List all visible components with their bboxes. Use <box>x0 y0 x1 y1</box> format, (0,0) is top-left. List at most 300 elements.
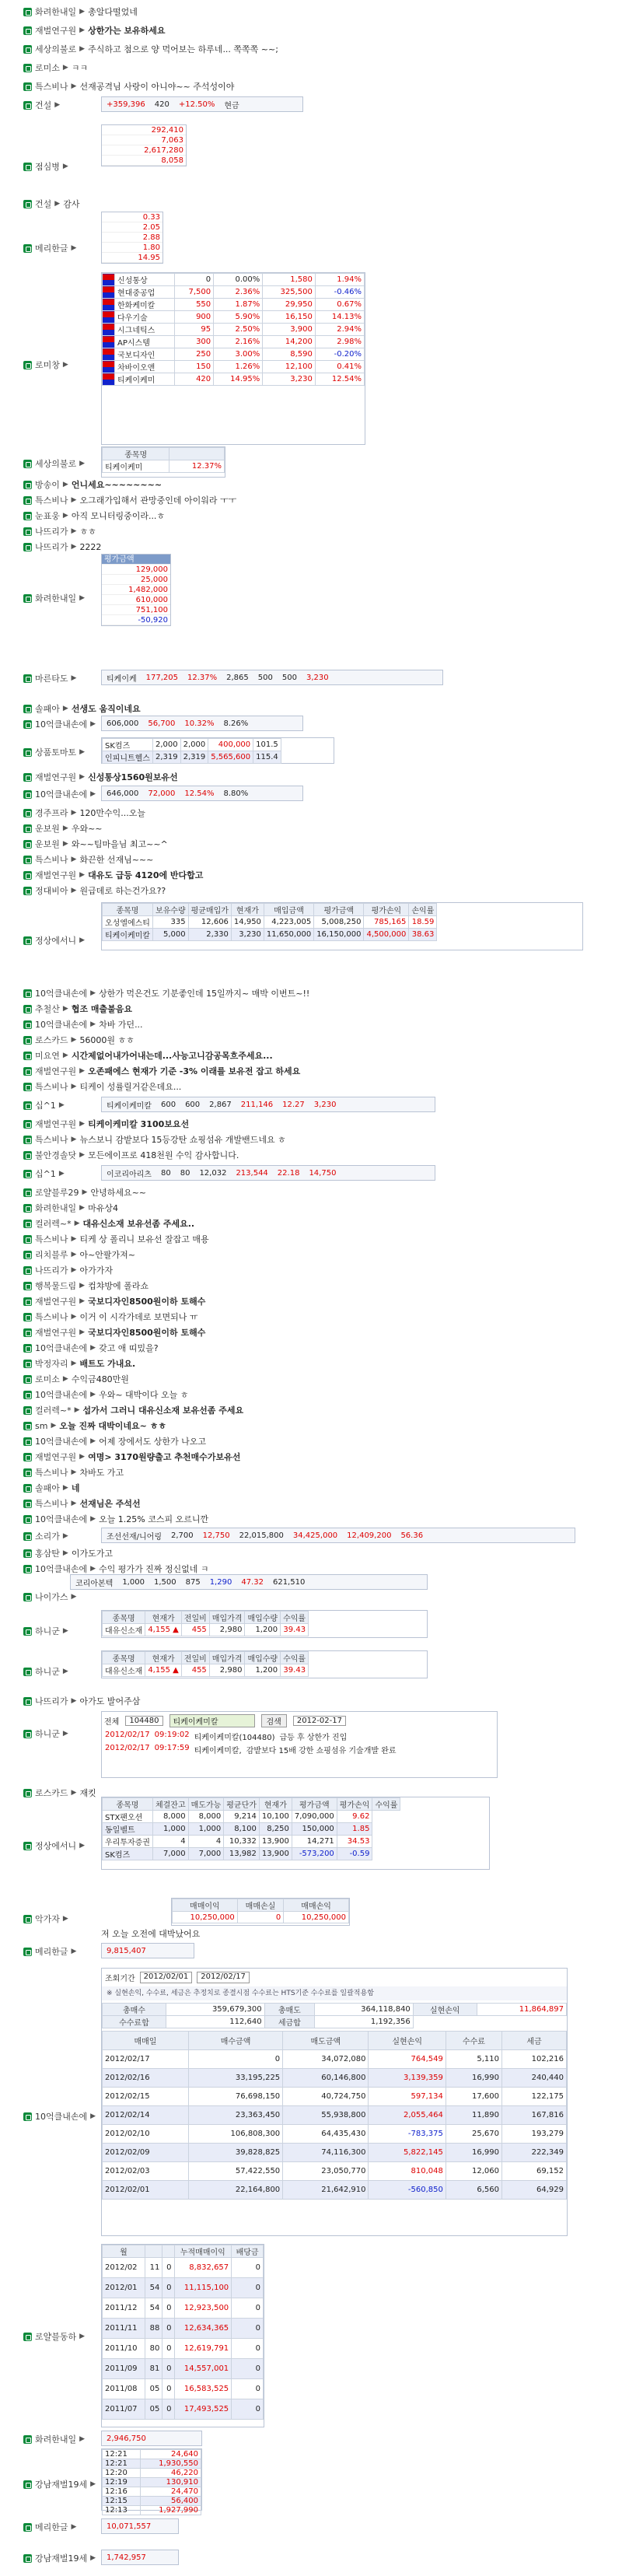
radio-all[interactable]: 전체 <box>104 1718 120 1727</box>
akga-table <box>171 1898 350 1926</box>
user-badge[interactable] <box>23 671 68 685</box>
user-name: 로스카드 <box>35 1035 68 1045</box>
user-badge[interactable] <box>23 1839 76 1853</box>
user-icon <box>23 809 32 817</box>
table-row[interactable] <box>103 929 437 941</box>
flag-icon <box>103 361 115 373</box>
bar-value: 1,742,957 <box>107 2553 146 2562</box>
table-cell: 10,250,000 <box>173 1912 238 1923</box>
user-name: 10억클내손에 <box>35 2112 88 2122</box>
arrow-icon: ▶ <box>62 512 68 520</box>
user-badge[interactable] <box>23 1434 87 1448</box>
user-badge[interactable] <box>23 1117 76 1131</box>
user-badge[interactable] <box>23 1388 87 1402</box>
table-cell: 6,560 <box>446 2181 501 2200</box>
table-cell: 222,349 <box>501 2144 566 2162</box>
chat-row <box>23 2109 99 2123</box>
user-badge[interactable] <box>23 1664 60 1678</box>
user-badge[interactable] <box>23 23 76 37</box>
flag-icon <box>103 274 115 286</box>
table-row[interactable] <box>103 2125 567 2144</box>
user-badge[interactable] <box>23 42 76 56</box>
chat-message: 오늘 1.25% 코스피 오르니깐 <box>99 1514 209 1524</box>
table-cell: 2011/10 <box>103 2339 145 2359</box>
table-row[interactable] <box>103 1848 400 1860</box>
table-row[interactable] <box>103 2278 264 2298</box>
table-cell: 785,165 <box>364 916 409 929</box>
arrow-icon: ▶ <box>71 1136 77 1143</box>
table-cell: 12,606 <box>188 916 231 929</box>
user-badge[interactable] <box>23 1624 60 1638</box>
column-header: 평가금액 <box>292 1798 337 1811</box>
news-cell: 2012/02/17 <box>105 1744 150 1752</box>
arrow-icon: ▶ <box>71 1468 77 1476</box>
user-badge[interactable] <box>23 61 60 75</box>
table-cell: 8,250 <box>259 1823 292 1836</box>
user-badge[interactable] <box>23 1529 60 1543</box>
user-icon <box>23 527 32 536</box>
table-cell: 14,271 <box>292 1836 337 1848</box>
bar-value: 621,510 <box>272 1577 306 1587</box>
table-row[interactable] <box>103 274 365 286</box>
user-icon <box>23 840 32 849</box>
nai-bar <box>70 1574 428 1590</box>
value-cell: 8,058 <box>102 156 186 166</box>
table-row[interactable] <box>103 2469 201 2478</box>
table-row[interactable] <box>103 2339 264 2359</box>
table-cell: 2,980 <box>209 1624 245 1636</box>
table-cell: 250 <box>175 348 214 361</box>
user-name: 운보원 <box>35 824 60 834</box>
table-row[interactable] <box>103 2069 567 2088</box>
user-icon <box>23 361 32 369</box>
table-cell: 10,332 <box>224 1836 260 1848</box>
user-badge[interactable] <box>23 1002 60 1016</box>
table-row[interactable] <box>103 2399 264 2420</box>
arrow-icon: ▶ <box>74 1406 80 1414</box>
table-cell: 7,090,000 <box>292 1811 337 1823</box>
bar-value: 420 <box>154 100 169 109</box>
table-cell: 5,565,600 <box>208 751 253 764</box>
table-cell: 0 <box>232 2379 264 2399</box>
user-badge[interactable] <box>23 1419 47 1433</box>
user-badge[interactable] <box>23 159 60 173</box>
date-input[interactable]: 2012-02-17 <box>293 1716 346 1726</box>
royal-table <box>101 2244 264 2427</box>
user-badge[interactable] <box>23 1132 68 1146</box>
table-cell: 55,938,800 <box>283 2106 369 2125</box>
user-badge[interactable] <box>23 2477 87 2491</box>
table-row[interactable] <box>103 2298 264 2319</box>
table-cell: 150,000 <box>292 1823 337 1836</box>
table-cell: 12,100 <box>263 361 316 373</box>
table-row[interactable] <box>103 460 225 473</box>
user-badge[interactable] <box>23 1248 68 1262</box>
table-cell: 4,155 ▲ <box>145 1624 182 1636</box>
summary-label: 총매도 <box>264 2004 315 2016</box>
chat-row <box>23 1356 135 1370</box>
user-badge[interactable] <box>23 806 68 820</box>
user-badge[interactable] <box>23 2520 68 2534</box>
table-row[interactable] <box>103 2144 567 2162</box>
user-name: 경주프라 <box>35 808 68 818</box>
table-row[interactable] <box>103 2478 201 2487</box>
user-badge[interactable] <box>23 986 87 1000</box>
value-cell: -50,920 <box>102 615 170 625</box>
user-badge[interactable] <box>23 2109 87 2123</box>
table-cell: -573,200 <box>292 1848 337 1860</box>
user-badge[interactable] <box>23 2432 76 2446</box>
search-button[interactable]: 검색 <box>261 1714 287 1727</box>
user-badge[interactable] <box>23 98 51 112</box>
table-row[interactable] <box>103 2258 264 2278</box>
user-name: 건설 <box>35 100 52 110</box>
user-badge[interactable] <box>23 540 68 554</box>
user-badge[interactable] <box>23 1512 87 1526</box>
world-table <box>102 447 225 473</box>
user-badge[interactable] <box>23 197 51 211</box>
bar-value: 177,205 <box>145 673 178 682</box>
table-cell: 13,900 <box>259 1836 292 1848</box>
table-row[interactable] <box>103 361 365 373</box>
table-cell: 80 <box>145 2339 162 2359</box>
chat-row <box>23 1450 240 1464</box>
user-badge[interactable] <box>23 1694 68 1708</box>
table-row[interactable] <box>103 2450 201 2459</box>
chat-row <box>23 1694 140 1708</box>
column-header: 현재가 <box>145 1612 182 1624</box>
user-badge[interactable] <box>23 79 68 93</box>
user-badge[interactable] <box>23 1786 68 1800</box>
table-cell: 12.37% <box>169 460 225 473</box>
user-badge[interactable] <box>23 457 76 471</box>
user-name: 특스비나 <box>35 1499 68 1509</box>
chat-message: 배트도 가내요. <box>79 1359 136 1369</box>
table-row[interactable] <box>103 2497 201 2506</box>
table-row[interactable] <box>103 916 437 929</box>
table-cell: 4 <box>152 1836 188 1848</box>
user-badge[interactable] <box>23 241 68 255</box>
user-badge[interactable] <box>23 1216 72 1230</box>
user-badge[interactable] <box>23 1727 60 1741</box>
table-row[interactable] <box>103 751 281 764</box>
table-row[interactable] <box>103 1624 309 1636</box>
chat-row <box>23 1727 72 1741</box>
table-cell: 1.94% <box>315 274 364 286</box>
chat-message: 선생도 움직이네요 <box>71 704 141 714</box>
user-icon <box>23 1789 32 1797</box>
stock-list <box>101 272 365 445</box>
user-badge[interactable] <box>23 1590 68 1604</box>
chat-message: 모든에이프로 418천원 수익 감사합니다. <box>88 1150 239 1160</box>
user-badge[interactable] <box>23 1033 68 1047</box>
column-header: 매도가능 <box>188 1798 224 1811</box>
user-badge[interactable] <box>23 1325 76 1339</box>
user-badge[interactable] <box>23 5 76 19</box>
data-table <box>102 2031 567 2200</box>
user-icon <box>23 1532 32 1541</box>
user-badge[interactable] <box>23 745 76 759</box>
code-input[interactable]: 104480 <box>125 1716 162 1726</box>
arrow-icon: ▶ <box>79 460 86 467</box>
table-cell: 4 <box>188 1836 224 1848</box>
table-cell: 2.94% <box>315 324 364 336</box>
bar-value: 티케이케미칼 <box>107 1101 152 1111</box>
user-badge[interactable] <box>23 1148 76 1162</box>
chat-message: 주식하고 첨으로 양 먹어보는 하루네... 쪽쪽쪽 ~~; <box>88 44 278 54</box>
user-badge[interactable] <box>23 1403 72 1417</box>
user-name: 방송이 <box>35 480 60 490</box>
news-row[interactable] <box>102 1730 497 1743</box>
column-header: 매수금액 <box>188 2032 282 2050</box>
table-cell: 597,134 <box>369 2088 446 2106</box>
chat-row <box>23 159 72 173</box>
table-row[interactable] <box>103 1836 400 1848</box>
user-badge[interactable] <box>23 2329 76 2343</box>
table-row[interactable] <box>103 2459 201 2469</box>
user-badge[interactable] <box>23 1356 68 1370</box>
table-row[interactable] <box>103 299 365 311</box>
user-badge[interactable] <box>23 1185 79 1199</box>
user-badge[interactable] <box>23 1341 87 1355</box>
period-toolbar <box>102 1969 567 1986</box>
user-badge[interactable] <box>23 717 87 731</box>
user-name: 정상에서니 <box>35 936 77 946</box>
user-icon <box>23 674 32 683</box>
table-cell: 16,990 <box>446 2144 501 2162</box>
user-icon <box>23 1375 32 1384</box>
column-header: 평가금액 <box>314 904 364 916</box>
value-cell: 2.88 <box>102 233 162 243</box>
chat-message: 시간제없어내가어내는데...사능고니감공목흐주세요... <box>71 1051 273 1061</box>
user-badge[interactable] <box>23 509 60 523</box>
table-row[interactable] <box>103 324 365 336</box>
user-badge[interactable] <box>23 837 60 851</box>
user-badge[interactable] <box>23 1310 68 1324</box>
user-badge[interactable] <box>23 821 60 835</box>
table-cell: 2,319 <box>152 751 180 764</box>
table-row[interactable] <box>103 2379 264 2399</box>
user-name: 특스비나 <box>35 1082 68 1092</box>
arrow-icon: ▶ <box>62 1549 68 1557</box>
user-badge[interactable] <box>23 1098 56 1112</box>
user-badge[interactable] <box>23 358 60 372</box>
user-badge[interactable] <box>23 1372 60 1386</box>
chat-row <box>23 98 63 112</box>
arrow-icon: ▶ <box>71 1948 77 1955</box>
user-badge[interactable] <box>23 1944 68 1958</box>
user-icon <box>23 1067 32 1076</box>
bar-value: 9,815,407 <box>107 1946 146 1955</box>
user-name: 십^1 <box>35 1101 56 1111</box>
flag-icon <box>103 311 115 324</box>
value-cell: 2,617,280 <box>102 145 186 156</box>
table-cell: 10,100 <box>259 1811 292 1823</box>
arrow-icon: ▶ <box>62 1915 68 1923</box>
table-cell: -0.20% <box>315 348 364 361</box>
table-row[interactable] <box>103 2359 264 2379</box>
user-badge[interactable] <box>23 1017 87 1031</box>
user-badge[interactable] <box>23 478 60 492</box>
user-name: 화려한내일 <box>35 7 77 17</box>
user-icon <box>23 543 32 551</box>
table-row[interactable] <box>103 286 365 299</box>
table-row[interactable] <box>103 348 365 361</box>
user-badge[interactable] <box>23 1450 76 1464</box>
table-cell: 0 <box>162 2399 174 2420</box>
user-badge[interactable] <box>23 1546 60 1560</box>
user-badge[interactable] <box>23 493 68 507</box>
table-row[interactable] <box>173 1912 349 1923</box>
table-cell: 24,640 <box>140 2450 201 2459</box>
stock-name-input[interactable]: 티케이케미칼 <box>169 1714 255 1727</box>
table-cell: 1,930,550 <box>140 2459 201 2469</box>
table-row[interactable] <box>103 373 365 386</box>
column-header: 평균단가 <box>224 1798 260 1811</box>
table-row[interactable] <box>103 1823 400 1836</box>
table-row[interactable] <box>103 739 281 751</box>
table-cell: 810,048 <box>369 2162 446 2181</box>
table-row[interactable] <box>103 1811 400 1823</box>
table-cell: 95 <box>175 324 214 336</box>
user-icon <box>23 163 32 171</box>
user-badge[interactable] <box>23 884 68 898</box>
table-cell: 0 <box>232 2278 264 2298</box>
table-row[interactable] <box>103 2162 567 2181</box>
user-badge[interactable] <box>23 1064 76 1078</box>
bar-value: 3,230 <box>313 1100 337 1109</box>
date-to-input[interactable]: 2012/02/17 <box>197 1972 250 1983</box>
bar-value: 213,544 <box>236 1168 268 1178</box>
user-badge[interactable] <box>23 787 87 801</box>
hwa-bar <box>101 2431 202 2446</box>
user-badge[interactable] <box>23 702 60 716</box>
user-icon <box>23 1328 32 1337</box>
user-icon <box>23 1120 32 1129</box>
user-badge[interactable] <box>23 868 76 882</box>
user-icon <box>23 720 32 729</box>
chat-row <box>23 1912 72 1926</box>
user-badge[interactable] <box>23 1481 60 1495</box>
user-badge[interactable] <box>23 1080 68 1094</box>
user-icon <box>23 1101 32 1110</box>
chat-message: 아직 모니터링중이라...ㅎ <box>71 511 166 521</box>
value-column <box>101 212 163 264</box>
table-row[interactable] <box>103 2106 567 2125</box>
table-row[interactable] <box>103 2506 201 2515</box>
user-badge[interactable] <box>23 1167 56 1181</box>
user-icon <box>23 936 32 945</box>
arrow-icon: ▶ <box>58 1170 65 1178</box>
news-row[interactable] <box>102 1743 497 1756</box>
chat-row <box>23 1294 205 1308</box>
value-cell: 292,410 <box>102 125 186 135</box>
arrow-icon: ▶ <box>79 936 86 944</box>
arrow-icon: ▶ <box>71 1083 77 1090</box>
table-row[interactable] <box>103 336 365 348</box>
table-cell: 88 <box>145 2319 162 2339</box>
user-badge[interactable] <box>23 1201 76 1215</box>
table-row[interactable] <box>103 2319 264 2339</box>
bar-value: 8.26% <box>223 719 249 728</box>
user-name: 재벌연구원 <box>35 1119 77 1129</box>
table-cell: 0 <box>162 2339 174 2359</box>
user-badge[interactable] <box>23 1263 68 1277</box>
user-badge[interactable] <box>23 770 76 784</box>
arrow-icon: ▶ <box>71 244 77 252</box>
user-badge[interactable] <box>23 1496 68 1510</box>
user-badge[interactable] <box>23 933 76 947</box>
user-badge[interactable] <box>23 1279 76 1293</box>
table-cell: 2011/08 <box>103 2379 145 2399</box>
user-name: 하니군 <box>35 1729 60 1739</box>
user-badge[interactable] <box>23 1465 68 1479</box>
user-icon <box>23 1170 32 1178</box>
user-badge[interactable] <box>23 591 76 605</box>
table-cell: 1,200 <box>245 1624 281 1636</box>
table-row[interactable] <box>103 311 365 324</box>
arrow-icon: ▶ <box>62 163 68 170</box>
user-badge[interactable] <box>23 1048 60 1062</box>
user-icon <box>23 773 32 782</box>
user-icon <box>23 460 32 468</box>
table-row[interactable] <box>103 2088 567 2106</box>
bar-value: 22.18 <box>277 1168 300 1178</box>
user-badge[interactable] <box>23 852 68 866</box>
table-row[interactable] <box>103 2487 201 2497</box>
user-name: 특스비나 <box>35 82 68 92</box>
user-icon <box>23 2435 32 2444</box>
column-header: 체결잔고 <box>152 1798 188 1811</box>
value-column <box>101 554 171 626</box>
user-badge[interactable] <box>23 524 68 538</box>
column-header: 매입가격 <box>209 1612 245 1624</box>
user-name: 메리한글 <box>35 2522 68 2532</box>
table-cell: 티케이케미칼 <box>103 929 153 941</box>
table-header-row <box>103 904 437 916</box>
bar-value: 2,865 <box>226 673 249 682</box>
table-row[interactable] <box>103 2050 567 2069</box>
table-cell: 57,422,550 <box>188 2162 282 2181</box>
table-row[interactable] <box>103 1664 309 1677</box>
user-badge[interactable] <box>23 2551 87 2565</box>
table-cell: 14,557,001 <box>174 2359 232 2379</box>
table-cell: 8,832,657 <box>174 2258 232 2278</box>
user-badge[interactable] <box>23 1232 68 1246</box>
chat-message: 이가도가고 <box>71 1549 113 1559</box>
column-header: 보유수량 <box>152 904 188 916</box>
chat-message: 아가가자 <box>79 1265 113 1276</box>
table-cell: SK컴즈 <box>103 1848 153 1860</box>
chat-message: 화끈한 선재님~~~ <box>79 855 154 865</box>
date-from-input[interactable]: 2012/02/01 <box>140 1972 193 1983</box>
table-cell: 12:15 <box>103 2497 141 2506</box>
summary-label: 수수료합 <box>103 2016 166 2028</box>
table-cell: 240,440 <box>501 2069 566 2088</box>
table-row[interactable] <box>103 2181 567 2200</box>
chat-row <box>23 1279 149 1293</box>
table-cell: 150 <box>175 361 214 373</box>
user-badge[interactable] <box>23 1294 76 1308</box>
value-cell: 7,063 <box>102 135 186 145</box>
user-name: 로미창 <box>35 360 60 370</box>
user-badge[interactable] <box>23 1912 60 1926</box>
table-cell: 22,164,800 <box>188 2181 282 2200</box>
arrow-icon: ▶ <box>62 1627 68 1635</box>
chat-message: 아~안팔가져~ <box>79 1250 136 1260</box>
user-name: 솔패아 <box>35 704 60 714</box>
user-icon <box>23 1668 32 1676</box>
